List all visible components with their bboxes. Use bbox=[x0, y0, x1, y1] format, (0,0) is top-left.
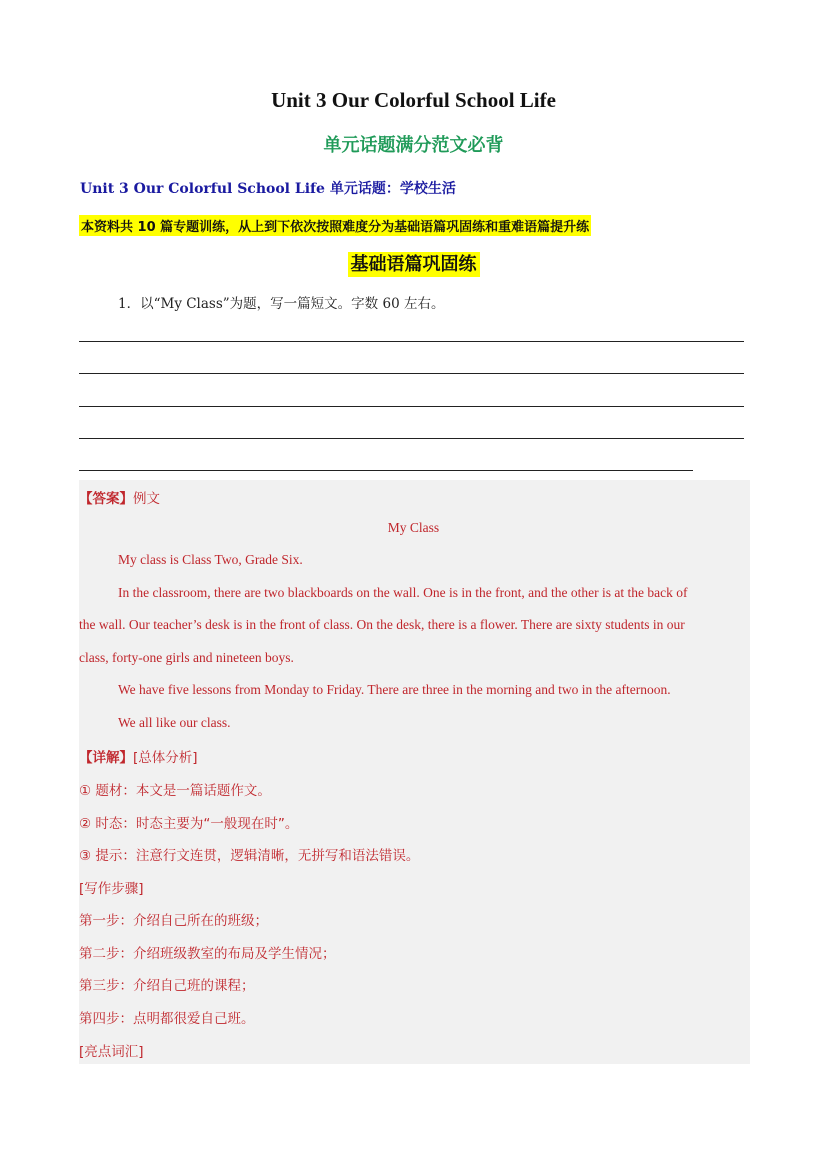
analysis-item: ③ 提示：注意行文连贯，逻辑清晰，无拼写和语法错误。 bbox=[79, 848, 420, 864]
document-title: Unit 3 Our Colorful School Life bbox=[271, 88, 556, 112]
essay-paragraph-2-line-2: the wall. Our teacher’s desk is in the front of class. On the desk, there is a flower. There are sixty students in our bbox=[79, 617, 685, 632]
essay-paragraph-4: We all like our class. bbox=[118, 715, 231, 730]
writing-step: 第三步：介绍自己班的课程； bbox=[79, 978, 255, 994]
writing-step: 第二步：介绍班级教室的布局及学生情况； bbox=[79, 946, 336, 962]
analysis-item: ① 题材：本文是一篇话题作文。 bbox=[79, 783, 271, 799]
document-subtitle: 单元话题满分范文必背 bbox=[323, 135, 504, 156]
vocab-label: [亮点词汇] bbox=[79, 1044, 144, 1060]
essay-paragraph-2-line-3: class, forty-one girls and nineteen boys. bbox=[79, 650, 294, 665]
answer-label bbox=[79, 487, 160, 507]
answer-line bbox=[79, 341, 744, 342]
section-heading bbox=[0, 250, 827, 276]
writing-step: 第一步：介绍自己所在的班级； bbox=[79, 913, 268, 929]
answer-label-bracket: 【答案】 bbox=[79, 491, 133, 507]
essay-paragraph-3: We have five lessons from Monday to Friday. There are three in the morning and two in the afternoon. bbox=[118, 682, 671, 697]
answer-line bbox=[79, 470, 693, 471]
question-prompt: 1．以“My Class”为题，写一篇短文。字数 60 左右。 bbox=[118, 296, 445, 312]
answer-label-text: 例文 bbox=[133, 491, 160, 507]
answer-line bbox=[79, 438, 744, 439]
answer-line bbox=[79, 406, 744, 407]
section-heading-text: 基础语篇巩固练 bbox=[348, 252, 480, 277]
essay-paragraph-1: My class is Class Two, Grade Six. bbox=[118, 552, 303, 567]
analysis-item: ② 时态：时态主要为“一般现在时”。 bbox=[79, 816, 299, 832]
writing-steps-label: [写作步骤] bbox=[79, 881, 144, 897]
unit-topic-line bbox=[80, 178, 456, 198]
analysis-label-bracket: 【详解】 bbox=[79, 750, 133, 766]
analysis-label bbox=[79, 746, 198, 766]
essay-title: My Class bbox=[387, 520, 440, 535]
essay-paragraph-2-line-1: In the classroom, there are two blackboards on the wall. One is in the front, and the other is at the back of bbox=[118, 585, 688, 600]
answer-line bbox=[79, 373, 744, 374]
writing-step: 第四步：点明都很爱自己班。 bbox=[79, 1011, 255, 1027]
unit-topic-cn: 单元话题：学校生活 bbox=[324, 181, 456, 197]
analysis-label-text: [总体分析] bbox=[133, 750, 198, 766]
unit-topic-en: Unit 3 Our Colorful School Life bbox=[80, 181, 325, 197]
material-intro: 本资料共 10 篇专题训练，从上到下依次按照难度分为基础语篇巩固练和重难语篇提升练 bbox=[79, 215, 591, 236]
